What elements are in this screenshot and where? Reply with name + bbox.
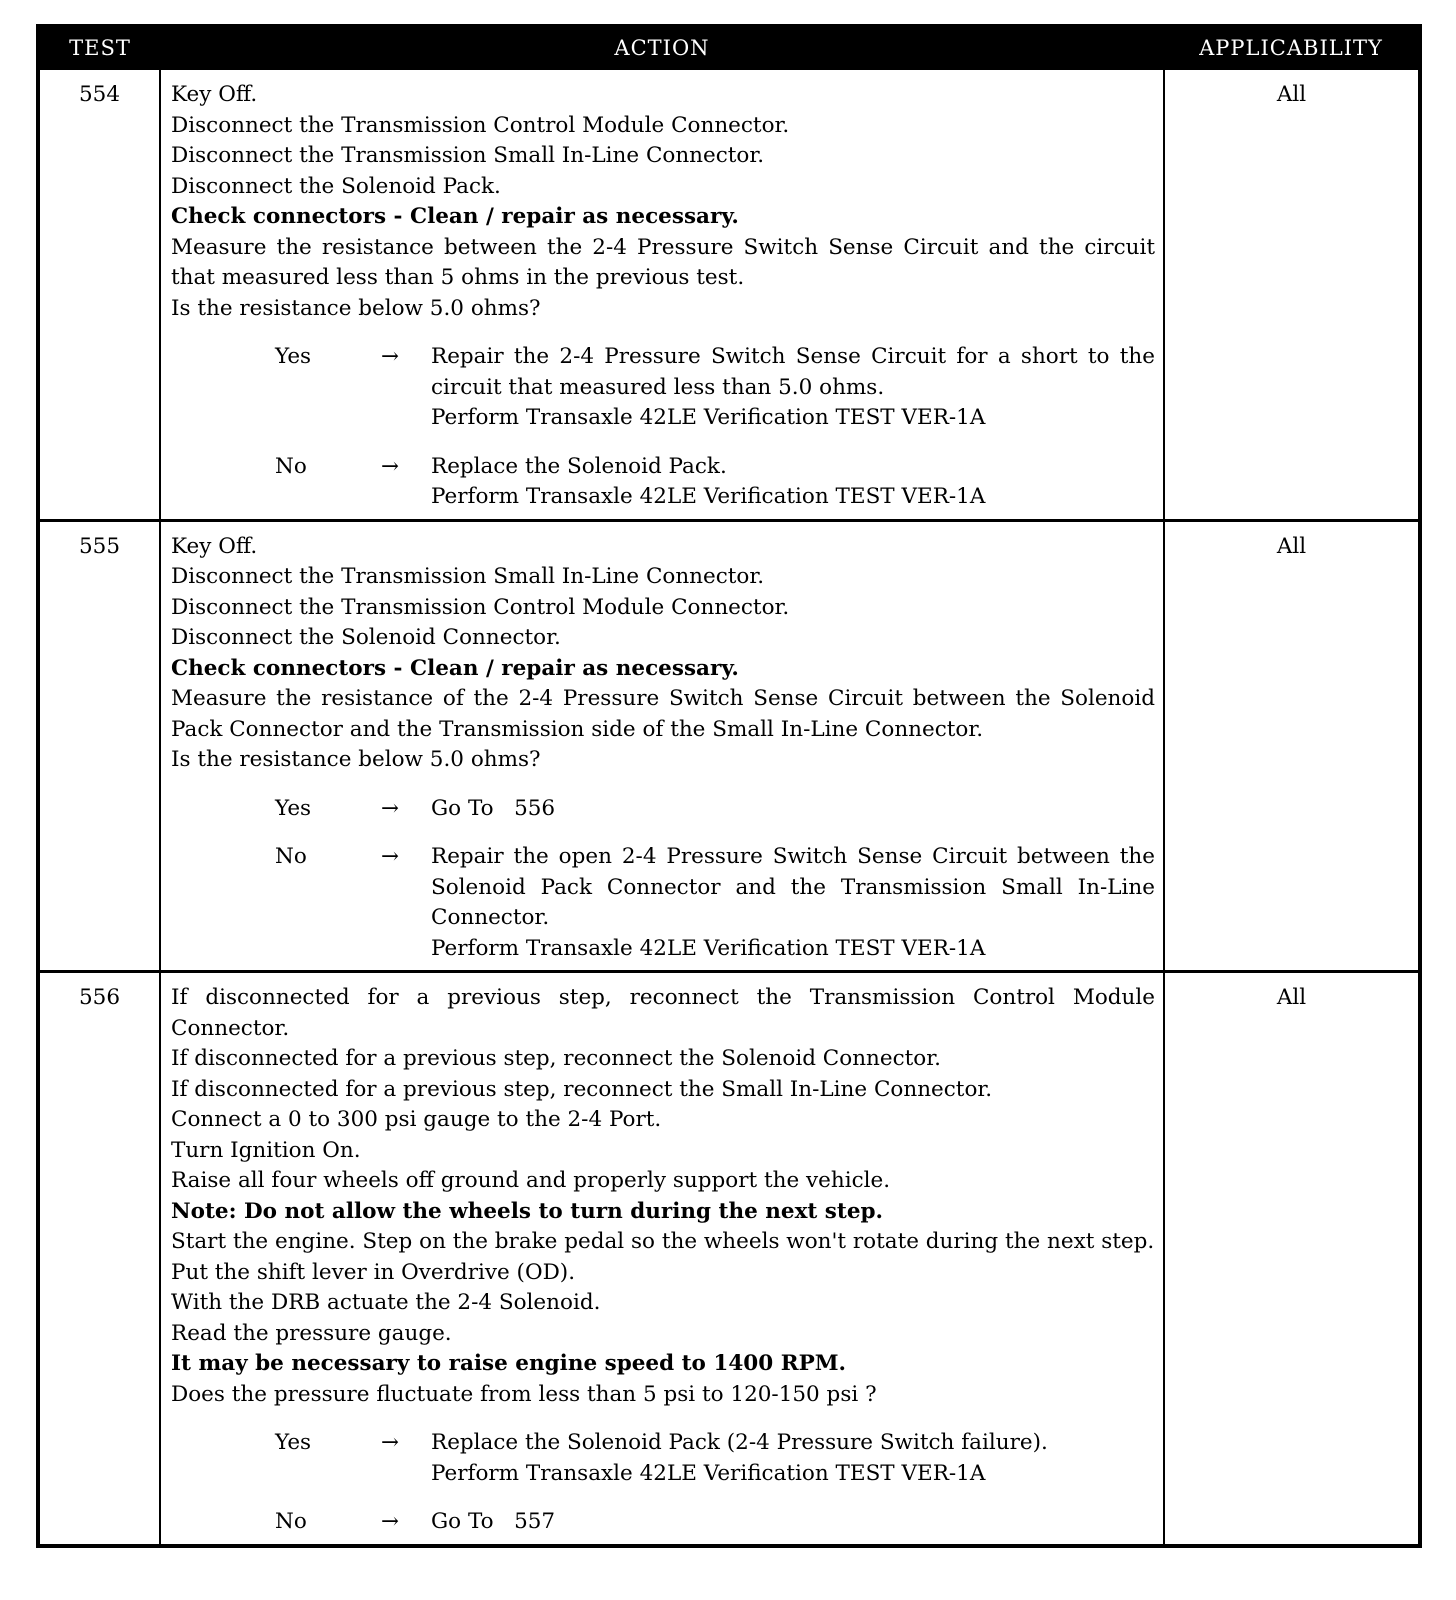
branch-label-yes: Yes — [275, 344, 312, 369]
result-line: Replace the Solenoid Pack (2-4 Pressure Switch failure). — [431, 1430, 1048, 1455]
branch-result-yes — [431, 794, 1155, 825]
applicability-value: All — [1164, 69, 1420, 520]
diagnostic-page — [36, 24, 1418, 1548]
action-note: Check connectors - Clean / repair as necessary. — [171, 655, 739, 681]
arrow-icon: → — [381, 344, 400, 369]
action-step: Key Off. — [171, 533, 258, 559]
branch-label-yes: Yes — [275, 1430, 312, 1455]
action-step: Disconnect the Transmission Control Module Connector. — [171, 112, 790, 138]
branch-label-yes: Yes — [275, 795, 312, 821]
branch-no — [171, 842, 1162, 964]
action-cell — [160, 69, 1164, 520]
result-line: Replace the Solenoid Pack. — [431, 453, 727, 479]
action-step: If disconnected for a previous step, reconnect the Transmission Control Module Connector. — [171, 985, 1155, 1041]
table-row — [38, 520, 1420, 972]
result-line: Repair the open 2-4 Pressure Switch Sense Circuit between the Solenoid Pack Connector and the Transmission Small In-Line Connector. — [431, 844, 1162, 930]
header-action: ACTION — [160, 26, 1164, 69]
diagnostic-table — [36, 24, 1422, 1548]
action-step: Is the resistance below 5.0 ohms? — [171, 295, 541, 321]
branch-label-no: No — [275, 844, 307, 869]
action-cell — [160, 520, 1164, 972]
branch-yes — [171, 342, 1162, 434]
result-line: Perform Transaxle 42LE Verification TEST VER-1A — [431, 484, 986, 509]
result-line: Go To 557 — [431, 1509, 556, 1534]
branch-no — [171, 452, 1155, 513]
test-number: 555 — [38, 520, 160, 972]
table-row — [38, 972, 1420, 1546]
test-number: 556 — [38, 972, 160, 1546]
result-line: Perform Transaxle 42LE Verification TEST VER-1A — [431, 1460, 986, 1486]
branch-result-no — [431, 1507, 1155, 1538]
table-header — [38, 26, 1420, 69]
applicability-value: All — [1164, 520, 1420, 972]
action-step: With the DRB actuate the 2-4 Solenoid. — [171, 1290, 601, 1315]
test-number: 554 — [38, 69, 160, 520]
arrow-icon: → — [381, 844, 400, 869]
branch-result-no — [431, 452, 1155, 513]
result-line: Repair the 2-4 Pressure Switch Sense Circuit for a short to the circuit that measured less than 5.0 ohms. — [431, 344, 1162, 400]
branch-yes — [171, 1428, 1155, 1489]
action-step: Read the pressure gauge. — [171, 1320, 452, 1346]
action-cell — [160, 972, 1164, 1546]
arrow-icon: → — [381, 1509, 400, 1534]
action-step: Raise all four wheels off ground and properly support the vehicle. — [171, 1168, 891, 1193]
branch-label-no: No — [275, 1509, 307, 1534]
branch-result-no — [431, 842, 1162, 964]
arrow-icon: → — [381, 1430, 400, 1455]
applicability-value: All — [1164, 972, 1420, 1546]
header-test: TEST — [38, 26, 160, 69]
branch-no — [171, 1507, 1155, 1538]
action-step: Disconnect the Transmission Control Module Connector. — [171, 594, 790, 620]
action-step: Start the engine. Step on the brake pedal so the wheels won't rotate during the next step. — [171, 1229, 1155, 1254]
action-step: Disconnect the Transmission Small In-Line Connector. — [171, 564, 765, 589]
action-step: Disconnect the Solenoid Connector. — [171, 625, 561, 650]
arrow-icon: → — [381, 795, 400, 821]
branch-result-yes — [431, 1428, 1155, 1489]
branch-yes — [171, 794, 1155, 825]
result-line: Perform Transaxle 42LE Verification TEST VER-1A — [431, 405, 986, 430]
header-applicability: APPLICABILITY — [1164, 26, 1420, 69]
arrow-icon: → — [381, 453, 400, 479]
action-step: If disconnected for a previous step, reconnect the Solenoid Connector. — [171, 1046, 941, 1071]
action-note: Check connectors - Clean / repair as necessary. — [171, 204, 739, 229]
result-line: Perform Transaxle 42LE Verification TEST VER-1A — [431, 935, 986, 961]
action-step: Connect a 0 to 300 psi gauge to the 2-4 Port. — [171, 1107, 662, 1132]
action-step: Does the pressure fluctuate from less than 5 psi to 120-150 psi ? — [171, 1381, 877, 1407]
branch-label-no: No — [275, 453, 307, 479]
action-step: Put the shift lever in Overdrive (OD). — [171, 1259, 576, 1285]
action-step: Disconnect the Transmission Small In-Line Connector. — [171, 143, 765, 168]
branch-result-yes — [431, 342, 1162, 434]
action-note: Note: Do not allow the wheels to turn during the next step. — [171, 1198, 884, 1224]
action-step: Turn Ignition On. — [171, 1137, 361, 1163]
action-step: Key Off. — [171, 82, 258, 107]
action-step: Measure the resistance between the 2-4 Pressure Switch Sense Circuit and the circuit that measured less than 5 ohms in the previous test. — [171, 234, 1155, 290]
action-step: If disconnected for a previous step, reconnect the Small In-Line Connector. — [171, 1076, 993, 1102]
table-body — [38, 69, 1420, 1546]
action-step: Measure the resistance of the 2-4 Pressure Switch Sense Circuit between the Solenoid Pack Connector and the Transmission side of the Small In-Line Connector. — [171, 686, 1155, 742]
result-line: Go To 556 — [431, 795, 556, 821]
action-step: Disconnect the Solenoid Pack. — [171, 173, 501, 199]
action-step: Is the resistance below 5.0 ohms? — [171, 747, 541, 772]
table-row — [38, 69, 1420, 520]
action-note: It may be necessary to raise engine speed to 1400 RPM. — [171, 1351, 847, 1376]
